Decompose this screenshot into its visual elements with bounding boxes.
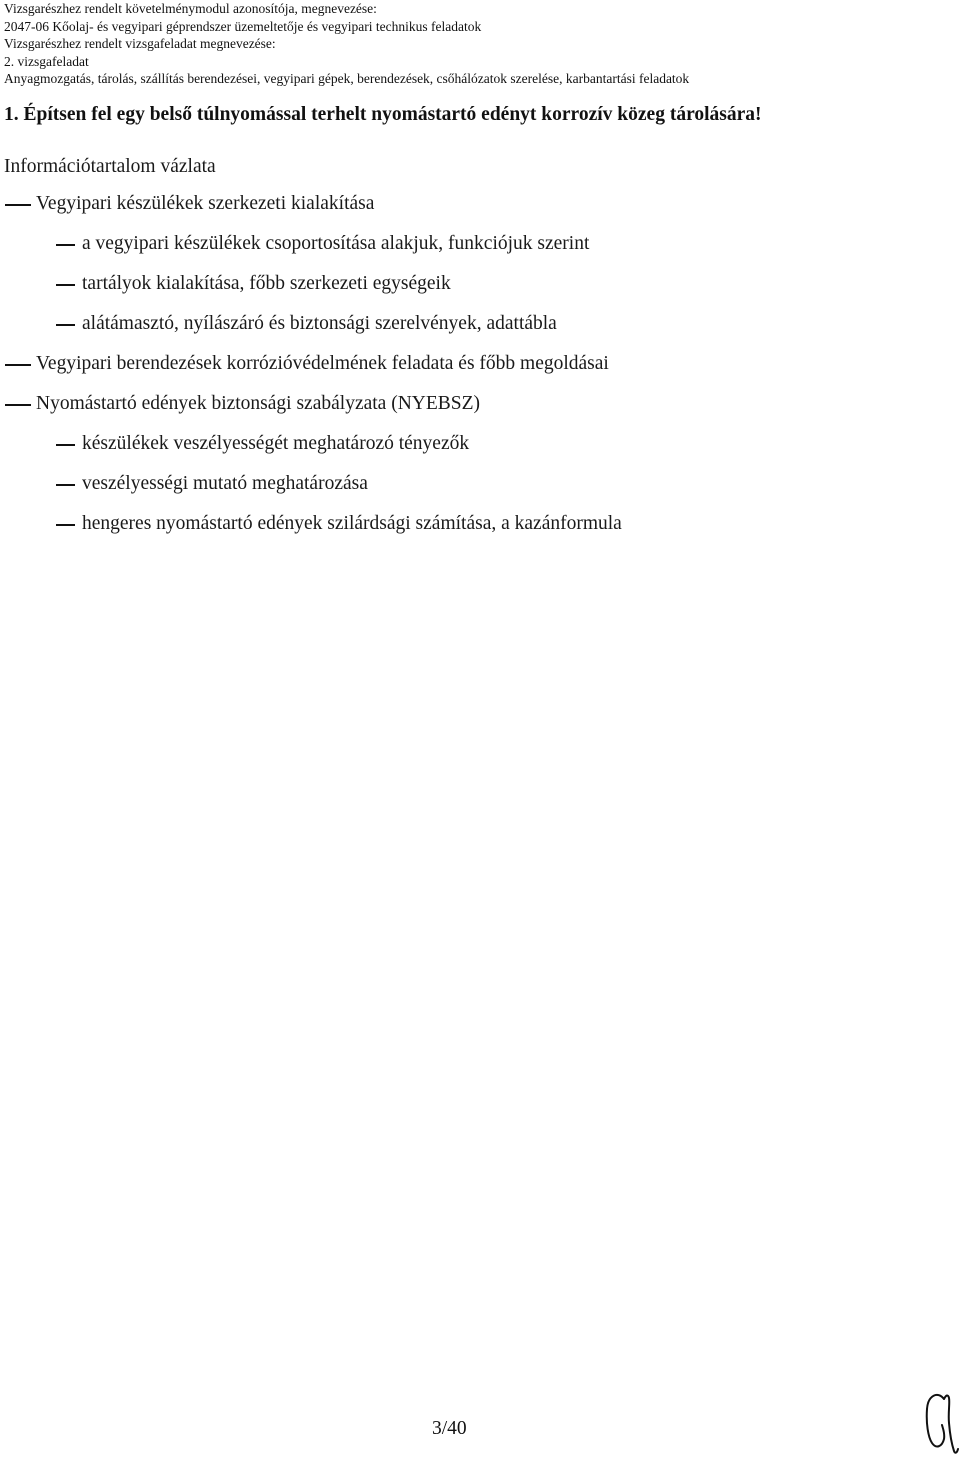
- dash-bullet-icon: [56, 484, 75, 486]
- outline-item: tartályok kialakítása, főbb szerkezeti egységeik: [82, 273, 451, 294]
- dash-bullet-icon: [5, 204, 31, 206]
- outline-heading: Információtartalom vázlata: [4, 156, 216, 177]
- outline-item: hengeres nyomástartó edények szilárdsági számítása, a kazánformula: [82, 513, 622, 534]
- signature-icon: [918, 1385, 960, 1457]
- outline-item: a vegyipari készülékek csoportosítása alakjuk, funkciójuk szerint: [82, 233, 590, 254]
- header-line-task-label: Vizsgarészhez rendelt vizsgafeladat megnevezése:: [4, 36, 276, 51]
- dash-bullet-icon: [56, 324, 75, 326]
- outline-item: veszélyességi mutató meghatározása: [82, 473, 368, 494]
- dash-bullet-icon: [56, 244, 75, 246]
- dash-bullet-icon: [5, 404, 31, 406]
- outline-item: készülékek veszélyességét meghatározó tényezők: [82, 433, 470, 454]
- header-line-module-label: Vizsgarészhez rendelt követelménymodul azonosítója, megnevezése:: [4, 1, 377, 16]
- header-line-task-name: Anyagmozgatás, tárolás, szállítás berendezései, vegyipari gépek, berendezések, csőhálózatok szerelése, karbantartási feladatok: [4, 71, 690, 86]
- dash-bullet-icon: [5, 364, 31, 366]
- outline-item: Nyomástartó edények biztonsági szabályzata (NYEBSZ): [36, 393, 481, 414]
- document-header: [4, 0, 954, 88]
- page-number: 3/40: [432, 1418, 467, 1439]
- outline-item: Vegyipari berendezések korrózióvédelmének feladata és főbb megoldásai: [36, 353, 609, 374]
- dash-bullet-icon: [56, 444, 75, 446]
- task-title: 1. Építsen fel egy belső túlnyomással terhelt nyomástartó edényt korrozív közeg tárolására!: [4, 104, 762, 125]
- dash-bullet-icon: [56, 284, 75, 286]
- outline-item: alátámasztó, nyílászáró és biztonsági szerelvények, adattábla: [82, 313, 557, 334]
- header-line-task-number: 2. vizsgafeladat: [4, 53, 89, 69]
- dash-bullet-icon: [56, 524, 75, 526]
- header-line-module-name: 2047-06 Kőolaj- és vegyipari géprendszer üzemeltetője és vegyipari technikus feladatok: [4, 18, 482, 34]
- outline-item: Vegyipari készülékek szerkezeti kialakítása: [36, 193, 375, 214]
